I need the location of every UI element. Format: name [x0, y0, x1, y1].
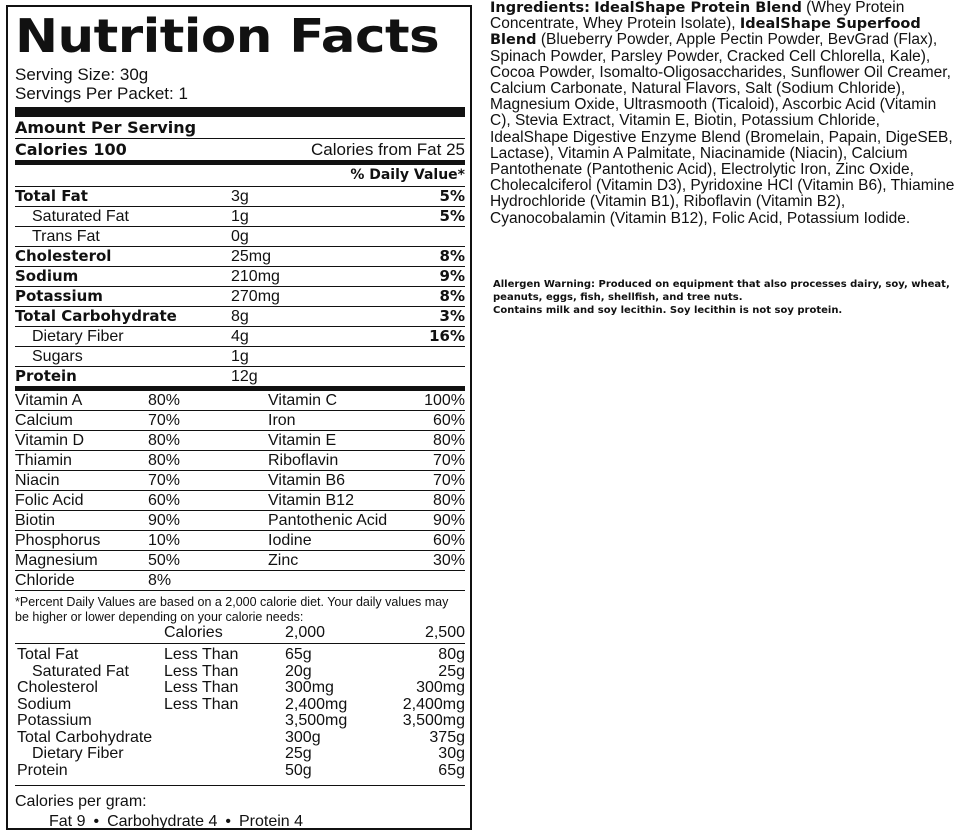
nutrient-row	[15, 266, 465, 286]
nutrient-amount: 12g	[231, 368, 258, 385]
calories-per-gram-title: Calories per gram:	[15, 793, 147, 810]
nutrient-daily-value: 16%	[429, 327, 465, 345]
protein-blend-name: IdealShape Protein Blend	[594, 0, 802, 16]
nutrient-amount: 4g	[231, 328, 249, 345]
bullet-separator: •	[93, 813, 100, 830]
allergen-warning	[493, 278, 953, 317]
vitamin-percent: 60%	[432, 412, 465, 429]
calories-per-gram	[15, 792, 465, 832]
reference-2500: 80g	[438, 646, 465, 663]
reference-2500: 30g	[438, 745, 465, 762]
reference-2500: 65g	[438, 761, 465, 779]
nutrition-facts-panel	[6, 5, 472, 830]
vitamin-percent: 70%	[432, 472, 465, 489]
vitamin-row	[15, 511, 465, 531]
daily-value-footnote: *Percent Daily Values are based on a 2,000 calorie diet. Your daily values may be higher or lower depending on your calorie needs:	[15, 595, 449, 624]
nutrient-amount: 25mg	[231, 248, 272, 265]
nutrient-row	[15, 246, 465, 266]
reference-table	[15, 625, 465, 779]
protein-per-gram: Protein 4	[238, 813, 304, 830]
reference-qualifier: Less Than	[164, 662, 239, 680]
nutrient-daily-value: 9%	[439, 267, 465, 285]
nutrient-name: Cholesterol	[15, 247, 112, 265]
vitamin-name: Vitamin B6	[268, 472, 346, 489]
nutrient-row	[15, 206, 465, 226]
nutrient-row	[15, 346, 465, 366]
nutrient-name: Potassium	[15, 287, 103, 305]
vitamin-percent: 30%	[432, 552, 465, 569]
calories: Calories 100	[15, 140, 127, 159]
vitamin-percent: 80%	[432, 492, 465, 509]
reference-nutrient: Protein	[17, 761, 68, 779]
bullet-separator: •	[225, 813, 231, 830]
reference-nutrient: Saturated Fat	[32, 662, 129, 680]
vitamin-name: Calcium	[15, 412, 73, 429]
reference-row	[15, 647, 465, 664]
vitamin-name: Pantothenic Acid	[268, 512, 388, 529]
vitamin-percent: 80%	[148, 452, 181, 469]
nutrient-name: Total Fat	[15, 187, 88, 205]
calories-per-gram-values	[15, 812, 465, 832]
vitamin-row	[15, 491, 465, 511]
vitamin-name: Phosphorus	[15, 532, 101, 549]
vitamin-percent: 50%	[148, 552, 181, 569]
reference-nutrient: Total Carbohydrate	[17, 728, 153, 746]
vitamin-name: Vitamin C	[268, 392, 338, 409]
reference-2500: 25g	[438, 662, 465, 680]
nutrient-row	[15, 326, 465, 346]
nutrient-amount: 270mg	[231, 288, 280, 305]
nutrient-row	[15, 286, 465, 306]
allergen-line-2: Contains milk and soy lecithin. Soy lecithin is not soy protein.	[493, 305, 843, 316]
reference-row	[15, 713, 465, 730]
reference-2500: 300mg	[416, 679, 465, 696]
reference-nutrient: Potassium	[17, 712, 92, 729]
vitamin-percent: 90%	[432, 512, 465, 529]
reference-row	[15, 763, 465, 780]
vitamin-percent: 80%	[148, 392, 181, 409]
reference-row	[15, 697, 465, 714]
vitamin-name: Iron	[268, 412, 296, 429]
vitamin-percent: 10%	[148, 532, 181, 549]
nutrient-name: Protein	[15, 367, 77, 385]
protein-blend-contents: (Whey Protein Concentrate, Whey Protein Isolate),	[490, 0, 905, 33]
thick-divider	[15, 107, 465, 117]
reference-qualifier: Less Than	[164, 679, 239, 696]
nutrient-row	[15, 186, 465, 206]
reference-header: Calories	[164, 624, 223, 641]
vitamin-percent: 90%	[148, 512, 181, 529]
nutrient-list	[15, 186, 465, 386]
vitamin-row	[15, 551, 465, 571]
ingredients-label: Ingredients:	[490, 0, 590, 16]
reference-2000: 300g	[285, 728, 321, 746]
vitamin-percent: 70%	[148, 412, 181, 429]
fat-per-gram: Fat 9	[49, 813, 86, 830]
vitamin-name: Niacin	[15, 472, 60, 489]
calories-row	[15, 139, 465, 160]
nutrient-amount: 3g	[231, 188, 249, 205]
amount-per-serving: Amount Per Serving	[15, 118, 197, 137]
reference-header: 2,000	[285, 624, 326, 641]
nutrient-amount: 1g	[231, 348, 249, 365]
nutrient-daily-value: 5%	[439, 207, 465, 225]
nutrient-name: Total Carbohydrate	[15, 307, 177, 325]
reference-header: 2,500	[424, 624, 465, 641]
reference-header-row	[15, 625, 465, 644]
vitamin-name: Biotin	[15, 512, 56, 529]
vitamin-name: Magnesium	[15, 552, 98, 569]
vitamin-percent: 8%	[148, 572, 172, 589]
nutrient-name: Saturated Fat	[32, 208, 129, 225]
vitamin-name: Chloride	[15, 572, 75, 589]
reference-2000: 300mg	[285, 679, 334, 696]
reference-2000: 2,400mg	[285, 695, 348, 713]
ingredients-list: (Blueberry Powder, Apple Pectin Powder, BevGrad (Flax), Spinach Powder, Parsley Powder, Cracked Cell Chlorella, Kale), Cocoa Powder, Isomalto-Oligosaccharides, Sunflower Oil Creamer, Calcium Carbonate, Natural Flavors, Salt (Sodium Chloride), Magnesium Oxide, Ultrasmooth (Ticaloid), Ascorbic Acid (Vitamin C), Stevia Extract, Vitamin E, Biotin, Potassium Chloride, IdealShape Digestive Enzyme Blend (Bromelain, Papain, DigeSEB, Lactase), Vitamin A Palmitate, Niacinamide (Niacin), Calcium Pantothenate (Pantothenic Acid), Electrolytic Iron, Zinc Oxide, Cholecalciferol (Vitamin D3), Pyridoxine HCl (Vitamin B6), Thiamine Hydrochloride (Vitamin B1), Riboflavin (Vitamin B2), Cyanocobalamin (Vitamin B12), Folic Acid, Potassium Iodide.	[490, 31, 955, 227]
vitamin-percent: 60%	[148, 492, 181, 509]
superfood-blend-name: IdealShape Superfood Blend	[490, 16, 921, 49]
nutrient-row	[15, 306, 465, 326]
nutrient-daily-value: 3%	[439, 307, 465, 325]
vitamin-name: Vitamin D	[15, 432, 85, 449]
nutrition-facts-inner	[15, 7, 465, 832]
reference-nutrient: Sodium	[17, 695, 72, 713]
reference-2000: 3,500mg	[285, 712, 348, 729]
vitamin-percent: 70%	[148, 472, 181, 489]
vitamin-percent: 70%	[432, 452, 465, 469]
nutrient-row	[15, 366, 465, 386]
nutrient-amount: 210mg	[231, 268, 280, 285]
nutrient-row	[15, 226, 465, 246]
reference-row	[15, 680, 465, 697]
calories-from-fat: Calories from Fat 25	[311, 140, 465, 159]
reference-nutrient: Cholesterol	[17, 679, 98, 696]
vitamin-name: Zinc	[268, 552, 299, 569]
vitamin-row	[15, 451, 465, 471]
reference-2500: 2,400mg	[402, 695, 465, 713]
allergen-line-1: Allergen Warning: Produced on equipment that also processes dairy, soy, wheat, peanuts, eggs, fish, shellfish, and tree nuts.	[493, 279, 950, 303]
vitamin-percent: 80%	[432, 432, 465, 449]
serving-size: Serving Size: 30g	[15, 65, 149, 84]
reference-row	[15, 746, 465, 763]
vitamin-percent: 60%	[432, 532, 465, 549]
vitamin-name: Iodine	[268, 532, 312, 549]
vitamin-percent: 80%	[148, 432, 181, 449]
vitamin-row	[15, 391, 465, 411]
vitamin-row	[15, 531, 465, 551]
nutrient-name: Trans Fat	[32, 228, 100, 245]
vitamin-name: Thiamin	[15, 452, 72, 469]
nutrient-daily-value: 5%	[439, 187, 465, 205]
reference-nutrient: Total Fat	[17, 646, 79, 663]
vitamin-name: Riboflavin	[268, 452, 339, 469]
vitamin-percent: 100%	[424, 392, 465, 409]
reference-qualifier: Less Than	[164, 695, 239, 713]
vitamin-row	[15, 471, 465, 491]
reference-2000: 50g	[285, 761, 312, 779]
nutrient-name: Sodium	[15, 267, 79, 285]
nutrient-daily-value: 8%	[439, 247, 465, 265]
vitamin-row	[15, 431, 465, 451]
nutrient-amount: 0g	[231, 228, 249, 245]
nutrient-name: Sugars	[32, 348, 83, 365]
nutrient-amount: 1g	[231, 208, 249, 225]
daily-value-header: % Daily Value*	[350, 167, 465, 183]
reference-2000: 20g	[285, 662, 312, 680]
divider	[15, 785, 465, 786]
nutrient-daily-value: 8%	[439, 287, 465, 305]
vitamin-row	[15, 411, 465, 431]
reference-2000: 65g	[285, 646, 312, 663]
vitamin-name: Vitamin E	[268, 432, 337, 449]
reference-2500: 375g	[429, 728, 465, 746]
reference-qualifier: Less Than	[164, 646, 239, 663]
nutrient-amount: 8g	[231, 308, 249, 325]
vitamin-table	[15, 391, 465, 590]
reference-2500: 3,500mg	[402, 712, 465, 729]
carb-per-gram: Carbohydrate 4	[107, 813, 218, 830]
divider	[15, 590, 465, 591]
vitamin-name: Vitamin B12	[268, 492, 354, 509]
vitamin-name: Vitamin A	[15, 392, 83, 409]
reference-2000: 25g	[285, 745, 312, 762]
reference-nutrient: Dietary Fiber	[32, 745, 124, 762]
reference-row	[15, 664, 465, 681]
nutrient-name: Dietary Fiber	[32, 328, 124, 345]
servings-per-packet: Servings Per Packet: 1	[15, 84, 188, 103]
vitamin-row	[15, 571, 465, 590]
reference-row	[15, 730, 465, 747]
nutrition-facts-title: Nutrition Facts	[15, 9, 440, 63]
vitamin-name: Folic Acid	[15, 492, 84, 509]
ingredients-text	[490, 0, 960, 227]
